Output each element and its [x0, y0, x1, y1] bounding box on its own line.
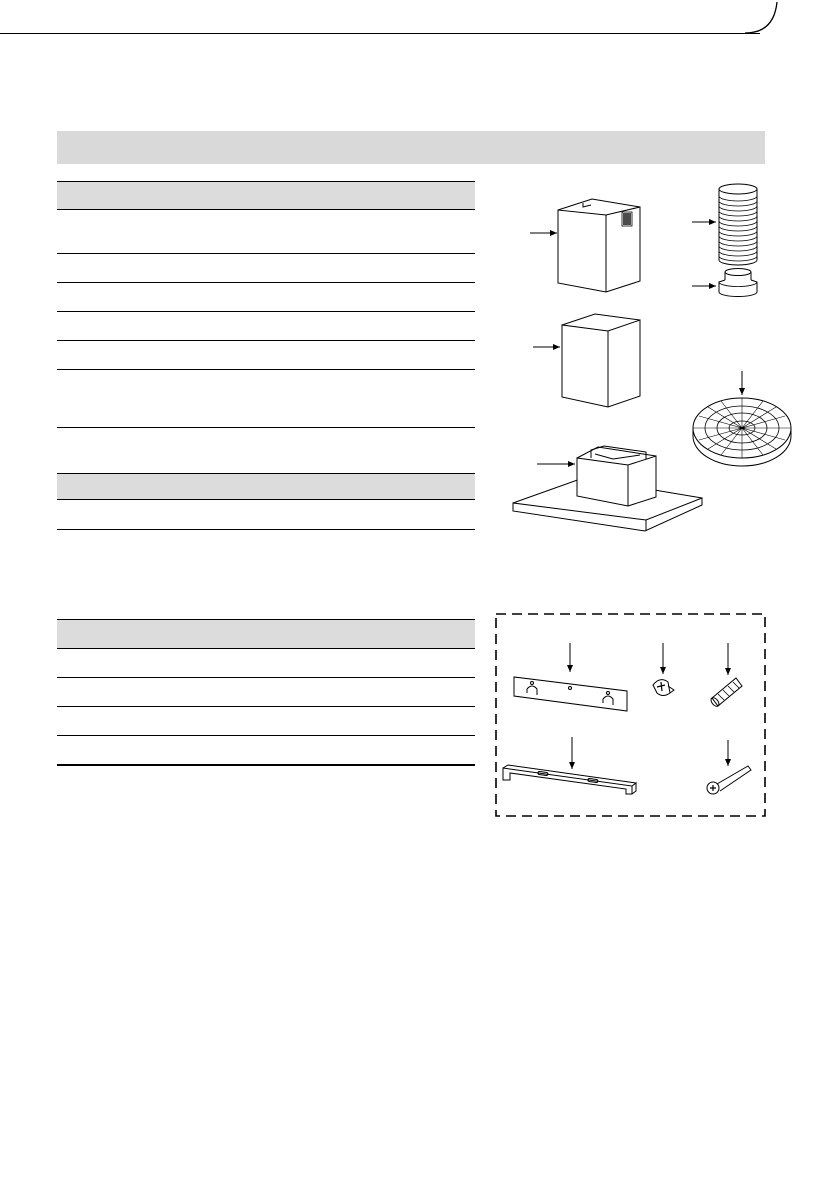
flexible-duct-icon [719, 184, 757, 265]
wall-bracket-icon [514, 677, 627, 711]
chimney-upper-icon [558, 199, 640, 292]
wall-plug-icon [709, 678, 742, 708]
duct-adapter-icon [719, 269, 757, 297]
carbon-filter-icon [693, 398, 791, 466]
long-screw-icon [707, 766, 751, 794]
support-rail-icon [503, 765, 636, 794]
chimney-lower-icon [562, 314, 640, 407]
screw-icon [653, 680, 674, 696]
hood-body-icon [513, 446, 702, 531]
